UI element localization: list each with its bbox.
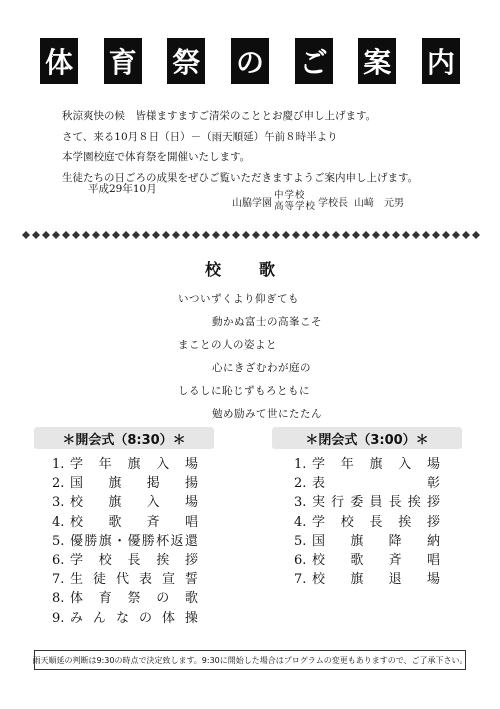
divider-mark [422, 231, 430, 239]
school-level [274, 190, 316, 212]
program-item-text: 学 年 旗 入 場 [312, 457, 440, 472]
divider-mark [42, 231, 50, 239]
divider-mark [222, 231, 230, 239]
divider-mark [92, 231, 100, 239]
opening-program-list [52, 455, 198, 628]
program-item-number: 3. [294, 495, 307, 511]
program-item-text: 学 校 長 挨 拶 [70, 553, 198, 569]
divider-mark [262, 231, 270, 239]
program-item-number: 2. [52, 476, 65, 492]
program-item [52, 513, 198, 532]
program-item-number: 6. [52, 553, 65, 569]
divider-mark [152, 231, 160, 239]
song-lyric-line: しるしに恥じずもろともに [178, 385, 310, 397]
school-level-bottom: 高等学校 [274, 201, 317, 212]
divider-mark [432, 231, 440, 239]
rain-notice: 雨天順延の判断は9:30の時点で決定致します。9:30に開始した場合はプログラムの変更もありますので、ご了承下さい。 [34, 650, 466, 670]
decorative-divider [20, 229, 480, 241]
divider-mark [32, 231, 40, 239]
divider-mark [192, 231, 200, 239]
program-item-number: 2. [294, 476, 307, 492]
divider-mark [462, 231, 470, 239]
program-item-text: 表 彰 [312, 476, 440, 492]
divider-mark [372, 231, 380, 239]
program-item [52, 455, 198, 474]
program-item-number: 5. [52, 533, 65, 549]
program-item-number: 1. [52, 457, 65, 472]
title-char: 祭 [167, 38, 205, 84]
greeting-line: さて、来る10月８日（日）－（雨天順延）午前８時半より [62, 130, 338, 143]
issue-date: 平成29年10月 [88, 183, 157, 195]
divider-mark [272, 231, 280, 239]
program-item [294, 493, 440, 512]
divider-mark [402, 231, 410, 239]
divider-mark [62, 231, 70, 239]
program-item [294, 513, 440, 532]
signature [232, 190, 404, 212]
song-lyric-line: いついずくより仰ぎても [178, 293, 299, 305]
divider-mark [412, 231, 420, 239]
program-item [294, 570, 440, 589]
greeting-text [62, 106, 418, 188]
program-item-text: 実 行 委 員 長 挨 拶 [312, 495, 440, 511]
program-item-number: 7. [294, 572, 307, 588]
program-item-text: 校 歌 斉 唱 [70, 514, 198, 530]
divider-mark [252, 231, 260, 239]
closing-program-list [294, 455, 440, 589]
song-lyric-line: 動かぬ富士の高峯こそ [212, 316, 322, 328]
divider-mark [122, 231, 130, 239]
divider-mark [162, 231, 170, 239]
program-item [52, 589, 198, 608]
greeting-line: 生徒たちの日ごろの成果をぜひご覧いただきますようご案内申し上げます。 [62, 171, 419, 184]
song-lyric-line: 心にきざむわが庭の [212, 362, 311, 374]
song-lyric-line: 勉め励みて世にたたん [212, 408, 322, 420]
divider-mark [282, 231, 290, 239]
divider-mark [342, 231, 350, 239]
program-item-number: 1. [294, 457, 307, 472]
school-song-title: 校歌 [205, 260, 314, 279]
program-item [52, 474, 198, 493]
title-char: ご [295, 38, 333, 84]
divider-mark [232, 231, 240, 239]
divider-mark [392, 231, 400, 239]
school-level-top: 中学校 [274, 190, 306, 201]
program-item-number: 9. [52, 610, 65, 626]
divider-mark [52, 231, 60, 239]
signer-role: 学校長 [318, 197, 349, 209]
program-item-text: み ん な の 体 操 [70, 610, 198, 626]
program-item-text: 体 育 祭 の 歌 [70, 591, 198, 607]
divider-mark [382, 231, 390, 239]
divider-mark [442, 231, 450, 239]
divider-mark [102, 231, 110, 239]
program-item [294, 551, 440, 570]
greeting-line: 秋涼爽快の候 皆様ますますご清栄のこととお慶び申し上げます。 [62, 110, 377, 122]
program-item-text: 学 年 旗 入 場 [70, 457, 198, 472]
divider-mark [242, 231, 250, 239]
opening-ceremony-heading: ＊開会式（8:30）＊ [34, 427, 214, 449]
signer-name: 山﨑 元男 [354, 197, 405, 209]
program-item [52, 493, 198, 512]
program-item-number: 7. [52, 572, 65, 588]
program-item-text: 校 旗 入 場 [70, 495, 198, 511]
divider-mark [352, 231, 360, 239]
divider-mark [82, 231, 90, 239]
program-item-text: 国 旗 降 納 [312, 533, 440, 549]
song-lyric-line: まことの人の姿よと [178, 339, 277, 351]
title-char: 案 [358, 38, 396, 84]
program-item [52, 532, 198, 551]
divider-mark [302, 231, 310, 239]
divider-mark [322, 231, 330, 239]
program-item [294, 474, 440, 493]
divider-mark [182, 231, 190, 239]
program-item-number: 3. [52, 495, 65, 511]
program-item [52, 551, 198, 570]
program-item-text: 優 勝 旗 ・ 優 勝 杯 返 還 [70, 533, 198, 549]
divider-mark [22, 231, 30, 239]
title-char: 内 [422, 38, 460, 84]
program-item [294, 532, 440, 551]
program-item-text: 国 旗 掲 揚 [70, 476, 198, 492]
title-char: 体 [40, 38, 78, 84]
divider-mark [142, 231, 150, 239]
program-item-number: 6. [294, 553, 307, 569]
program-item [52, 609, 198, 628]
divider-mark [452, 231, 460, 239]
divider-mark [112, 231, 120, 239]
program-item-text: 校 歌 斉 唱 [312, 553, 440, 569]
divider-mark [72, 231, 80, 239]
program-item-text: 生 徒 代 表 宣 誓 [70, 572, 198, 588]
divider-mark [202, 231, 210, 239]
divider-mark [292, 231, 300, 239]
divider-mark [212, 231, 220, 239]
program-item [52, 570, 198, 589]
program-item-number: 4. [52, 514, 65, 530]
title-banner [40, 38, 460, 86]
school-name: 山脇学園 [232, 197, 272, 209]
divider-mark [132, 231, 140, 239]
divider-mark [312, 231, 320, 239]
program-item-number: 8. [52, 591, 65, 607]
program-item-number: 4. [294, 514, 307, 530]
divider-mark [332, 231, 340, 239]
title-char: の [231, 38, 269, 84]
program-item [294, 455, 440, 474]
divider-mark [172, 231, 180, 239]
divider-mark [362, 231, 370, 239]
divider-mark [472, 231, 480, 239]
title-char: 育 [104, 38, 142, 84]
program-item-text: 校 旗 退 場 [312, 572, 440, 588]
closing-ceremony-heading: ＊閉会式（3:00）＊ [272, 427, 462, 449]
greeting-line: 本学園校庭で体育祭を開催いたします。 [62, 151, 251, 163]
program-item-text: 学 校 長 挨 拶 [312, 514, 440, 530]
program-item-number: 5. [294, 533, 307, 549]
